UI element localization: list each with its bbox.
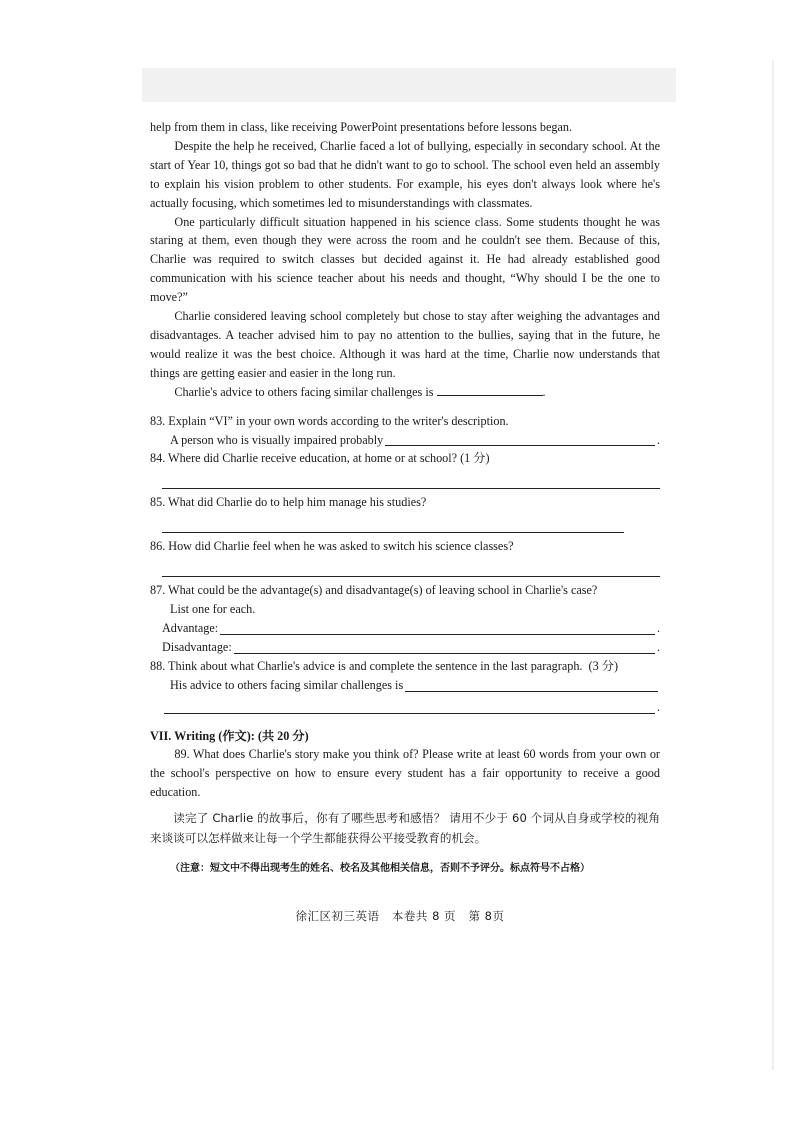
question-87-disadvantage-period: . bbox=[656, 639, 660, 654]
passage-paragraph-0: help from them in class, like receiving PowerPoint presentations before lessons began. bbox=[150, 120, 573, 134]
question-88-prompt: His advice to others facing similar challenges is bbox=[170, 677, 404, 692]
passage-paragraph-4 bbox=[150, 383, 660, 402]
question-83: 83. Explain “VI” in your own words according to the writer's description. bbox=[150, 413, 509, 428]
passage-advice-text: Charlie's advice to others facing similar challenges is bbox=[174, 384, 434, 399]
passage-paragraph-1: Despite the help he received, Charlie faced a lot of bullying, especially in secondary school. At the start of Year 10, things got so bad that he didn't want to go to school. The school even held an assembly to explain his vision problem to other students. For example, his eyes don't always look where he's actually focusing, which sometimes led to misunderstandings with classmates. bbox=[150, 138, 660, 210]
passage-paragraph-2: One particularly difficult situation happened in his science class. Some students thought he was staring at them, even though they were across the room and he couldn't see them. Because of this, Charlie was required to switch classes but decided against it. He had already established good communication with his science teacher about his needs and thought, “Why should I be the one to move?” bbox=[150, 214, 660, 305]
question-83-answer-row bbox=[170, 431, 660, 450]
writing-note: （注意：短文中不得出现考生的姓名、校名及其他相关信息，否则不予评分。标点符号不占格） bbox=[170, 863, 590, 875]
question-87-advantage-period: . bbox=[656, 620, 660, 635]
question-88-answer-row bbox=[170, 676, 660, 695]
passage-advice-period: . bbox=[542, 384, 546, 399]
question-87-disadvantage-row bbox=[162, 638, 660, 657]
question-87: 87. What could be the advantage(s) and disadvantage(s) of leaving school in Charlie's case? bbox=[150, 583, 598, 598]
question-87-disadvantage-label: Disadvantage: bbox=[162, 639, 232, 654]
question-88-period: . bbox=[656, 699, 660, 714]
question-88-answer-line-2[interactable] bbox=[164, 695, 655, 714]
question-86-answer-line[interactable] bbox=[162, 556, 660, 577]
question-84-answer-line[interactable] bbox=[162, 468, 660, 489]
question-87-advantage-line[interactable] bbox=[220, 621, 655, 635]
question-87-advantage-row bbox=[162, 619, 660, 638]
question-87-sub: List one for each. bbox=[170, 602, 256, 617]
page-footer: 徐汇区初三英语 本卷共 8 页 第 8页 bbox=[295, 909, 505, 923]
question-88-answer-line-1[interactable] bbox=[405, 678, 658, 692]
question-83-period: . bbox=[656, 432, 660, 447]
question-85: 85. What did Charlie do to help him manage his studies? bbox=[150, 495, 427, 510]
passage-paragraph-3: Charlie considered leaving school completely but chose to stay after weighing the advantages and disadvantages. A teacher advised him to pay no attention to the bullies, saying that in the future, he would realize it was the best choice. Although it was hard at the time, Charlie now understands that things are getting easier and easier in the long run. bbox=[150, 309, 660, 380]
question-88-answer-row-2 bbox=[162, 695, 660, 717]
question-83-answer-line[interactable] bbox=[385, 432, 655, 446]
writing-chinese-instructions: 读完了 Charlie 的故事后，你有了哪些思考和感悟？ 请用不少于 60 个词从自身或学校的视角来谈谈可以怎样做来让每一个学生都能获得公平接受教育的机会。 bbox=[150, 811, 660, 846]
passage-advice-blank[interactable] bbox=[437, 383, 543, 396]
question-83-prompt: A person who is visually impaired probably bbox=[170, 432, 384, 447]
question-86: 86. How did Charlie feel when he was asked to switch his science classes? bbox=[150, 539, 514, 554]
writing-section-title: VII. Writing (作文): (共 20 分) bbox=[150, 728, 309, 743]
question-85-answer-line[interactable] bbox=[162, 512, 624, 533]
question-84: 84. Where did Charlie receive education, at home or at school? (1 分) bbox=[150, 451, 490, 466]
question-87-disadvantage-line[interactable] bbox=[234, 640, 655, 654]
exam-page bbox=[150, 118, 660, 879]
question-87-advantage-label: Advantage: bbox=[162, 620, 219, 635]
scan-shadow-band bbox=[142, 68, 676, 102]
question-88: 88. Think about what Charlie's advice is and complete the sentence in the last paragraph. (3 分) bbox=[150, 658, 618, 673]
question-89: 89. What does Charlie's story make you think of? Please write at least 60 words from your own or the school's perspective on how to ensure every student has a fair opportunity to receive a good education. bbox=[150, 747, 660, 800]
